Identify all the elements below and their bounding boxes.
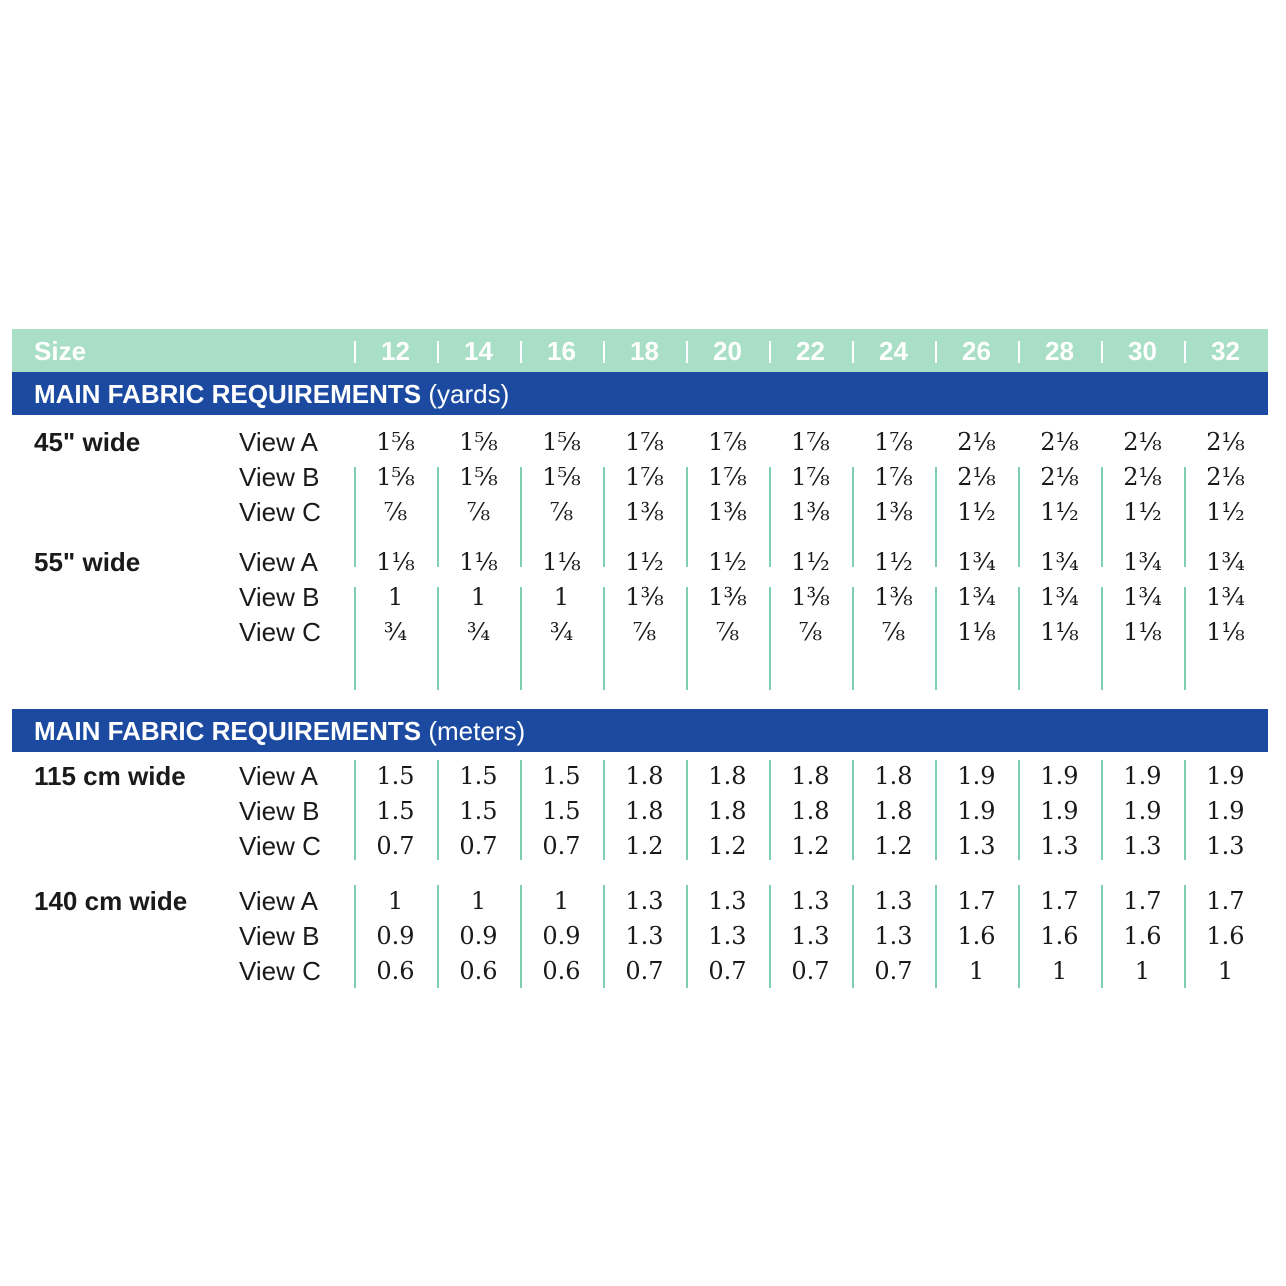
table-cell: 1¾: [957, 583, 996, 611]
table-cell: 1.3: [874, 922, 913, 950]
view-label: View B: [239, 462, 320, 492]
table-cell: ⅞: [466, 498, 491, 526]
view-label: View A: [239, 547, 319, 577]
table-cell: 1.8: [874, 762, 913, 790]
size-12: 12: [381, 336, 410, 366]
view-label: View C: [239, 956, 321, 986]
table-cell: 1.8: [791, 797, 830, 825]
table-cell: 1.5: [459, 762, 498, 790]
table-cell: 0.6: [542, 957, 581, 985]
fabric-requirements-chart: [12, 329, 1268, 988]
table-cell: 1.3: [1123, 832, 1162, 860]
table-cell: ⅞: [881, 618, 906, 646]
table-cell: 1: [470, 887, 487, 915]
table-cell: 1⅝: [376, 428, 415, 456]
table-cell: 1.3: [1206, 832, 1245, 860]
table-cell: 1¾: [1040, 548, 1079, 576]
table-cell: 1.5: [542, 797, 581, 825]
table-cell: 1½: [874, 548, 913, 576]
table-cell: 1.9: [1123, 762, 1162, 790]
table-cell: 0.9: [459, 922, 498, 950]
table-cell: 1⅜: [708, 583, 747, 611]
table-cell: 0.7: [459, 832, 498, 860]
table-cell: 1.3: [708, 922, 747, 950]
table-cell: 1½: [708, 548, 747, 576]
table-cell: 1.3: [708, 887, 747, 915]
table-cell: 1.6: [1123, 922, 1162, 950]
table-cell: 1⅜: [874, 498, 913, 526]
table-cell: 2⅛: [1040, 463, 1079, 491]
table-cell: 1.3: [625, 922, 664, 950]
table-cell: 1¾: [1206, 548, 1245, 576]
size-18: 18: [630, 336, 659, 366]
table-cell: 1⅜: [874, 583, 913, 611]
table-cell: 1¾: [1206, 583, 1245, 611]
size-20: 20: [713, 336, 742, 366]
table-cell: 1⅛: [1123, 618, 1162, 646]
section-banner-yards: [12, 372, 1268, 415]
table-cell: 1½: [1123, 498, 1162, 526]
table-cell: ⅞: [715, 618, 740, 646]
table-cell: 0.7: [874, 957, 913, 985]
table-cell: 1⅛: [542, 548, 581, 576]
table-cell: 1⅝: [376, 463, 415, 491]
size-header-row: [12, 329, 1268, 372]
table-cell: 1⅞: [791, 428, 830, 456]
table-cell: 1.5: [376, 762, 415, 790]
table-cell: 2⅛: [1206, 428, 1245, 456]
table-cell: 1⅞: [874, 428, 913, 456]
table-cell: 1½: [791, 548, 830, 576]
table-cell: 1: [1051, 957, 1068, 985]
table-cell: 1⅞: [708, 428, 747, 456]
table-cell: 1½: [625, 548, 664, 576]
table-cell: ¾: [466, 618, 491, 646]
table-cell: 1.8: [708, 762, 747, 790]
table-cell: 1.6: [1040, 922, 1079, 950]
table-cell: 1.6: [957, 922, 996, 950]
table-cell: 2⅛: [1206, 463, 1245, 491]
view-label: View B: [239, 582, 320, 612]
table-cell: 1.7: [1206, 887, 1245, 915]
group-label: 115 cm wide: [34, 761, 186, 791]
table-cell: 1.2: [625, 832, 664, 860]
table-cell: 0.6: [376, 957, 415, 985]
table-cell: ⅞: [798, 618, 823, 646]
table-cell: 1⅛: [1206, 618, 1245, 646]
table-cell: 1.3: [874, 887, 913, 915]
table-cell: 1.8: [874, 797, 913, 825]
section-unit: (yards): [428, 379, 510, 409]
table-cell: 1.8: [625, 762, 664, 790]
table-cell: 1.7: [1040, 887, 1079, 915]
table-cell: 1½: [957, 498, 996, 526]
view-label: View A: [239, 761, 319, 791]
table-cell: 1¾: [1123, 583, 1162, 611]
table-cell: 1.7: [1123, 887, 1162, 915]
view-label: View B: [239, 921, 320, 951]
size-16: 16: [547, 336, 576, 366]
view-label: View C: [239, 831, 321, 861]
table-cell: 1⅜: [791, 583, 830, 611]
table-cell: 1⅛: [1040, 618, 1079, 646]
section-unit: (meters): [428, 716, 526, 746]
size-28: 28: [1045, 336, 1074, 366]
table-cell: 1.5: [376, 797, 415, 825]
table-cell: 1.6: [1206, 922, 1245, 950]
size-32: 32: [1211, 336, 1240, 366]
table-cell: 2⅛: [1123, 463, 1162, 491]
view-label: View A: [239, 886, 319, 916]
table-cell: 1.2: [874, 832, 913, 860]
section-banner-meters: [12, 709, 1268, 752]
table-cell: 1: [553, 583, 570, 611]
table-cell: 1⅜: [625, 583, 664, 611]
table-cell: 1.5: [459, 797, 498, 825]
table-cell: 1¾: [1040, 583, 1079, 611]
table-cell: 1.3: [791, 922, 830, 950]
table-cell: 1½: [1206, 498, 1245, 526]
table-cell: 2⅛: [957, 463, 996, 491]
table-cell: ⅞: [549, 498, 574, 526]
table-cell: 1⅝: [542, 428, 581, 456]
table-cell: 1.3: [791, 887, 830, 915]
table-cell: 1.9: [1206, 762, 1245, 790]
section-title: MAIN FABRIC REQUIREMENTS: [34, 379, 422, 409]
table-cell: 1⅜: [708, 498, 747, 526]
table-cell: 1: [470, 583, 487, 611]
table-cell: 1.9: [957, 797, 996, 825]
table-cell: 1.3: [625, 887, 664, 915]
table-cell: 1.3: [957, 832, 996, 860]
table-cell: 1⅞: [708, 463, 747, 491]
table-cell: ¾: [549, 618, 574, 646]
table-cell: 1⅞: [625, 463, 664, 491]
table-cell: 1⅞: [874, 463, 913, 491]
view-label: View C: [239, 617, 321, 647]
table-cell: 1: [387, 887, 404, 915]
table-cell: 1.8: [708, 797, 747, 825]
table-cell: ⅞: [383, 498, 408, 526]
size-label: Size: [34, 336, 87, 366]
table-cell: 1: [968, 957, 985, 985]
view-label: View C: [239, 497, 321, 527]
group-label: 45" wide: [34, 427, 141, 457]
table-cell: 1⅝: [459, 428, 498, 456]
table-cell: 1⅞: [791, 463, 830, 491]
table-cell: 1.2: [791, 832, 830, 860]
table-cell: 1⅞: [625, 428, 664, 456]
table-cell: 0.9: [376, 922, 415, 950]
table-cell: 1⅛: [459, 548, 498, 576]
size-24: 24: [879, 336, 908, 366]
table-cell: 1.9: [957, 762, 996, 790]
table-cell: 1: [1134, 957, 1151, 985]
table-cell: 1⅜: [625, 498, 664, 526]
size-14: 14: [464, 336, 493, 366]
table-cell: 0.7: [625, 957, 664, 985]
section-body-yards: [12, 415, 1268, 709]
table-cell: 1⅝: [542, 463, 581, 491]
table-cell: ¾: [383, 618, 408, 646]
table-cell: 1: [553, 887, 570, 915]
table-cell: 2⅛: [1123, 428, 1162, 456]
section-title: MAIN FABRIC REQUIREMENTS: [34, 716, 422, 746]
table-cell: 0.9: [542, 922, 581, 950]
size-30: 30: [1128, 336, 1157, 366]
table-cell: 0.7: [376, 832, 415, 860]
table-cell: 1¾: [957, 548, 996, 576]
table-cell: 1½: [1040, 498, 1079, 526]
table-cell: 1.3: [1040, 832, 1079, 860]
table-cell: 1¾: [1123, 548, 1162, 576]
table-cell: 1.9: [1040, 797, 1079, 825]
table-cell: 1.7: [957, 887, 996, 915]
table-cell: 2⅛: [957, 428, 996, 456]
table-cell: 1: [1217, 957, 1234, 985]
table-cell: 1.9: [1123, 797, 1162, 825]
table-cell: 0.7: [708, 957, 747, 985]
table-cell: 1⅝: [459, 463, 498, 491]
size-22: 22: [796, 336, 825, 366]
table-cell: 0.7: [791, 957, 830, 985]
group-label: 140 cm wide: [34, 886, 188, 916]
table-cell: 1⅜: [791, 498, 830, 526]
table-cell: 1⅛: [957, 618, 996, 646]
table-cell: 2⅛: [1040, 428, 1079, 456]
table-cell: 1: [387, 583, 404, 611]
table-cell: ⅞: [632, 618, 657, 646]
table-cell: 0.7: [542, 832, 581, 860]
group-label: 55" wide: [34, 547, 141, 577]
table-cell: 1.8: [791, 762, 830, 790]
table-cell: 1.9: [1206, 797, 1245, 825]
table-cell: 1.5: [542, 762, 581, 790]
table-cell: 1.2: [708, 832, 747, 860]
table-cell: 1⅛: [376, 548, 415, 576]
table-cell: 1.8: [625, 797, 664, 825]
size-26: 26: [962, 336, 991, 366]
section-body-meters: [12, 752, 1268, 988]
table-cell: 0.6: [459, 957, 498, 985]
table-cell: 1.9: [1040, 762, 1079, 790]
view-label: View A: [239, 427, 319, 457]
view-label: View B: [239, 796, 320, 826]
